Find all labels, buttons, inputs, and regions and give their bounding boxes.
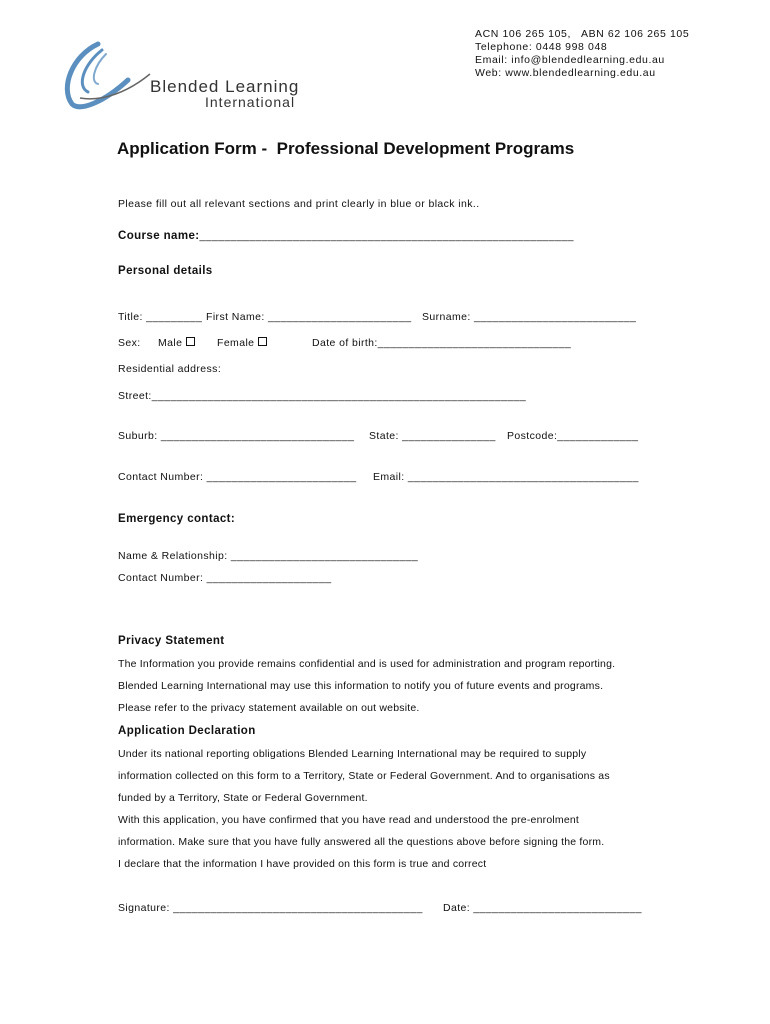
female-label: Female — [217, 337, 255, 349]
page-title: Application Form - Professional Development Programs — [117, 139, 575, 158]
dob-field[interactable]: Date of birth:_______________________________ — [312, 337, 572, 349]
logo-subtitle: International — [205, 94, 296, 110]
contact-number-field[interactable]: Contact Number: ________________________ — [118, 471, 357, 483]
declaration-line-3: funded by a Territory, State or Federal Government. — [118, 792, 368, 804]
emergency-contact-number-field[interactable]: Contact Number: ____________________ — [118, 572, 332, 584]
declaration-line-4: With this application, you have confirmed that you have read and understood the pre-enrolment — [118, 814, 580, 826]
acn-abn: ACN 106 265 105, ABN 62 106 265 105 — [475, 28, 690, 40]
email-field[interactable]: Email: _____________________________________ — [373, 471, 639, 483]
logo-title: Blended Learning — [150, 77, 300, 96]
emergency-contact-heading: Emergency contact: — [118, 513, 236, 525]
street-field[interactable]: Street:____________________________________________________________ — [118, 390, 527, 402]
surname-field[interactable]: Surname: __________________________ — [422, 311, 637, 323]
declaration-line-1: Under its national reporting obligations Blended Learning International may be required to supply — [118, 748, 587, 760]
state-field[interactable]: State: _______________ — [369, 430, 496, 442]
personal-details-heading: Personal details — [118, 265, 213, 277]
declaration-heading: Application Declaration — [118, 725, 256, 737]
header-web: Web: www.blendedlearning.edu.au — [475, 67, 656, 79]
first-name-field[interactable]: First Name: _______________________ — [206, 311, 412, 323]
privacy-line-2: Blended Learning International may use this information to notify you of future events and programs. — [118, 680, 604, 692]
instructions: Please fill out all relevant sections and print clearly in blue or black ink.. — [118, 198, 480, 210]
course-name-label — [118, 230, 574, 242]
privacy-line-3: Please refer to the privacy statement available on out website. — [118, 702, 420, 714]
male-label: Male — [158, 337, 183, 349]
date-field[interactable]: Date: ___________________________ — [443, 902, 642, 914]
declaration-line-2: information collected on this form to a Territory, State or Federal Government. And to organisations as — [118, 770, 610, 782]
privacy-heading: Privacy Statement — [118, 635, 225, 647]
signature-field[interactable]: Signature: ________________________________________ — [118, 902, 423, 914]
name-relationship-field[interactable]: Name & Relationship: ______________________________ — [118, 550, 419, 562]
residential-address-label: Residential address: — [118, 363, 222, 375]
privacy-line-1: The Information you provide remains confidential and is used for administration and program reporting. — [118, 658, 616, 670]
declaration-line-5: information. Make sure that you have fully answered all the questions above before signing the form. — [118, 836, 605, 848]
course-name-text: Course name: — [118, 230, 200, 242]
header-email: Email: info@blendedlearning.edu.au — [475, 54, 665, 66]
title-field[interactable]: Title: _________ — [118, 311, 203, 323]
male-option[interactable] — [158, 337, 195, 349]
declaration-line-6: I declare that the information I have provided on this form is true and correct — [118, 858, 487, 870]
female-option[interactable] — [217, 337, 267, 349]
telephone: Telephone: 0448 998 048 — [475, 41, 608, 53]
female-checkbox[interactable] — [258, 337, 267, 346]
male-checkbox[interactable] — [186, 337, 195, 346]
postcode-field[interactable]: Postcode:_____________ — [507, 430, 639, 442]
sex-label: Sex: — [118, 337, 141, 349]
suburb-field[interactable]: Suburb: _______________________________ — [118, 430, 355, 442]
swoosh-logo-icon — [58, 40, 153, 112]
course-name-field[interactable]: ____________________________________________________________ — [199, 230, 574, 242]
